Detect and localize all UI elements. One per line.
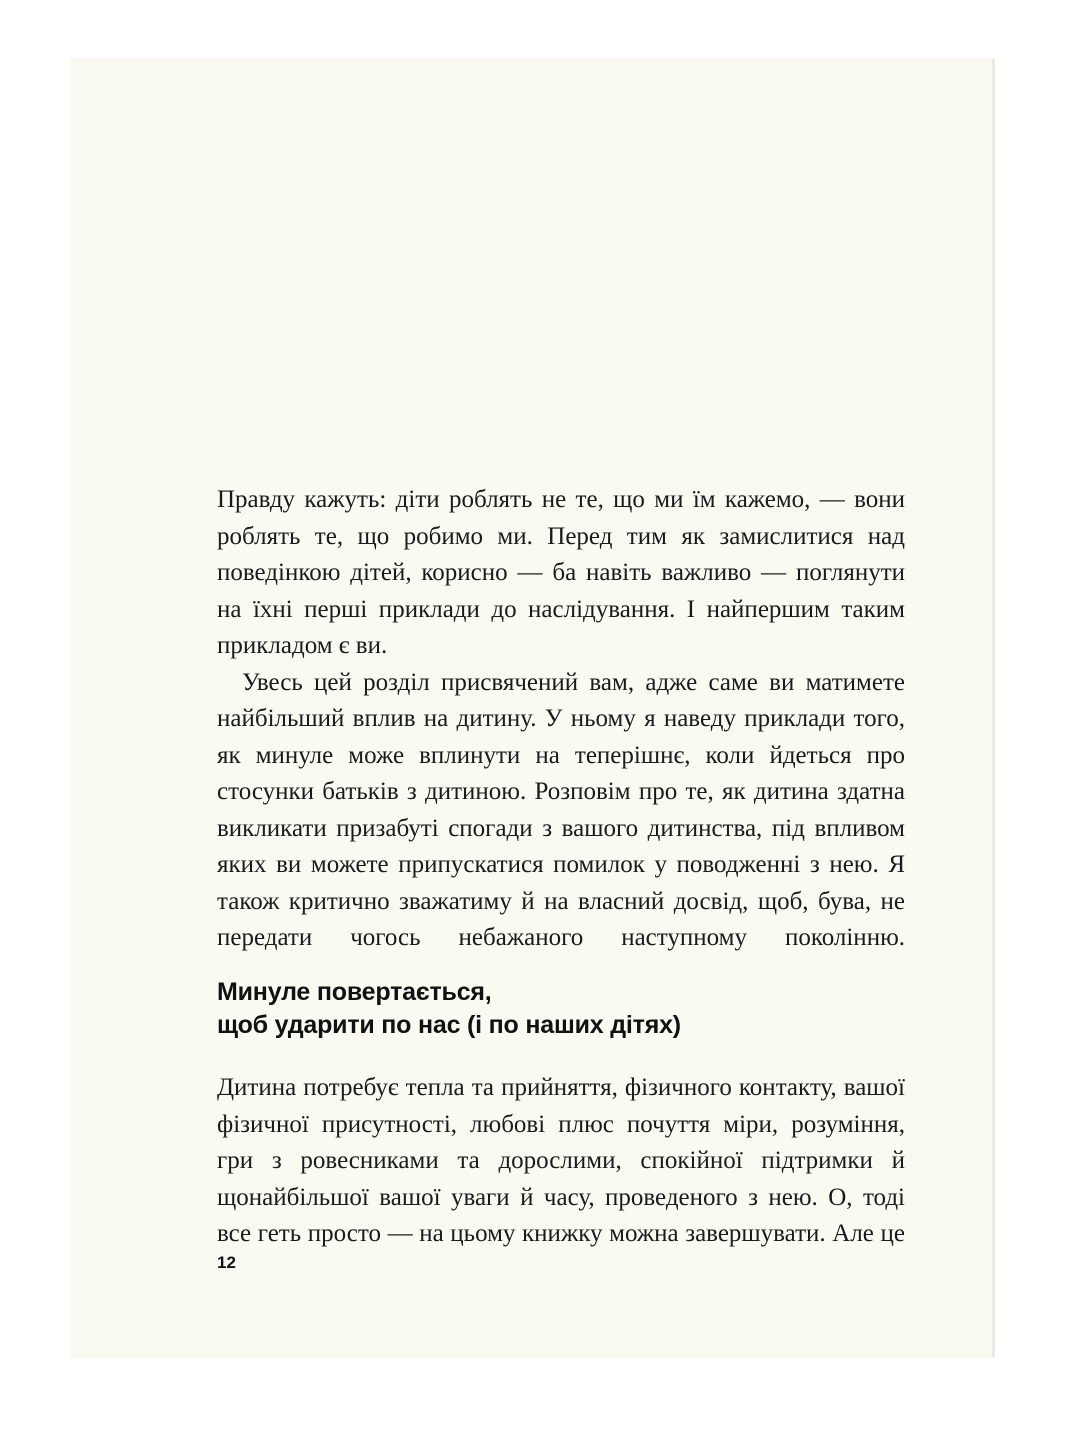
heading-line-1: Минуле повертається, — [217, 978, 492, 1006]
intro-section — [217, 482, 905, 957]
intro-paragraph: Правду кажуть: діти роблять не те, що ми їм кажемо, — вони роблять те, що робимо ми. Перед тим як замислитися над поведінкою дітей, корисно — ба навіть важливо — поглянути на їхні перші приклади до наслідування. І найпершим таким прикладом є ви. — [217, 486, 905, 659]
section-heading — [217, 976, 905, 1042]
page-number: 12 — [217, 1253, 236, 1272]
heading-line-2: щоб ударити по нас (і по наших дітях) — [217, 1011, 681, 1039]
section-body — [217, 1070, 905, 1253]
page-edge — [992, 58, 995, 1358]
section-paragraph: Дитина потребує тепла та прийняття, фізичного контакту, вашої фізичної присутності, любові плюс почуття міри, розуміння, гри з ровесниками та дорослими, спокійної підтримки й щонайбільшої вашої уваги й часу, проведеного з нею. О, тоді все геть просто — на цьому книжку можна завершувати. Але це — [217, 1074, 905, 1247]
second-paragraph: Увесь цей розділ присвячений вам, адже саме ви матимете найбільший вплив на дитину. У ньому я наведу приклади того, як минуле може вплинути на теперішнє, коли йдеться про стосунки батьків з дитиною. Розповім про те, як дитина здатна викликати призабуті спогади з вашого дитинства, під впливом яких ви можете припускатися помилок у поводженні з нею. Я також критично зважатиму й на власний досвід, щоб, бува, не передати чогось небажаного наступному поколінню. — [217, 668, 905, 951]
